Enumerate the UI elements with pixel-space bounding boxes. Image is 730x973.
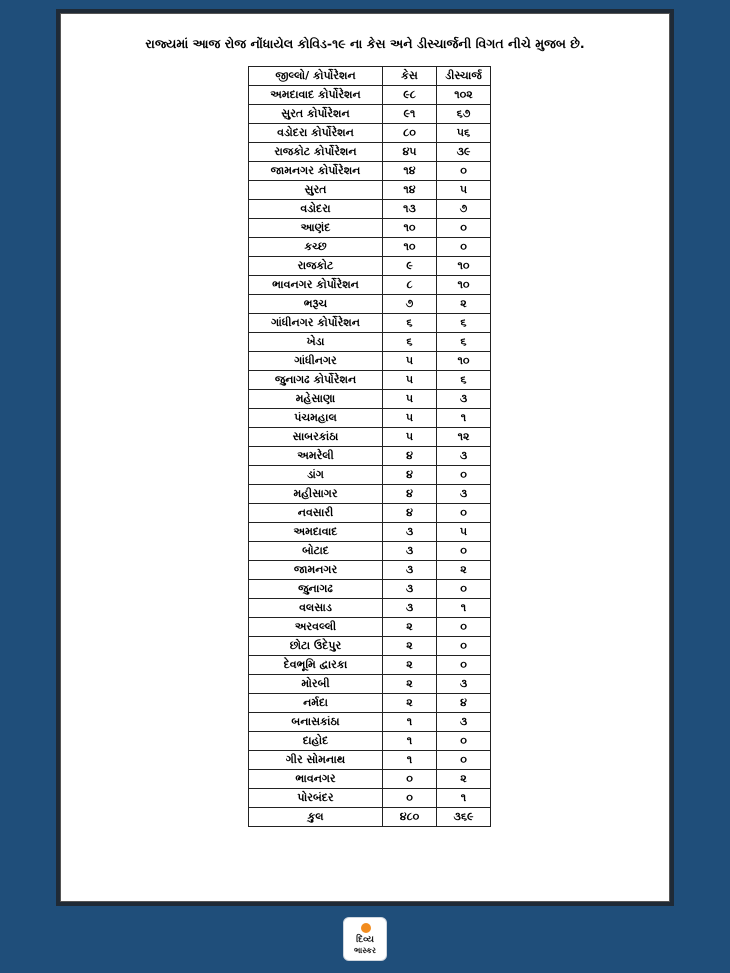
covid-cases-table [248, 66, 491, 827]
table-row [249, 181, 491, 200]
table-row [249, 352, 491, 371]
discharge-cell: ૧૦૨ [437, 86, 491, 105]
cases-cell: ૧૪ [383, 181, 437, 200]
table-row [249, 371, 491, 390]
discharge-cell: ૦ [437, 656, 491, 675]
cases-cell: ૪ [383, 485, 437, 504]
total-cases: ૪૮૦ [383, 808, 437, 827]
discharge-cell: ૬ [437, 371, 491, 390]
discharge-cell: ૦ [437, 580, 491, 599]
discharge-cell: ૦ [437, 637, 491, 656]
district-cell: સુરત [249, 181, 383, 200]
cases-cell: ૪ [383, 504, 437, 523]
discharge-cell: ૧૨ [437, 428, 491, 447]
table-row [249, 162, 491, 181]
table-row [249, 523, 491, 542]
cases-cell: ૬ [383, 333, 437, 352]
header-district: જીલ્લો/ કોર્પોરેશન [249, 67, 383, 86]
discharge-cell: ૦ [437, 542, 491, 561]
district-cell: નવસારી [249, 504, 383, 523]
table-row [249, 124, 491, 143]
discharge-cell: ૩ [437, 713, 491, 732]
discharge-cell: ૩ [437, 675, 491, 694]
cases-cell: ૯૮ [383, 86, 437, 105]
discharge-cell: ૧૦ [437, 257, 491, 276]
table-row [249, 276, 491, 295]
district-cell: અમદાવાદ કોર્પોરેશન [249, 86, 383, 105]
cases-cell: ૦ [383, 770, 437, 789]
discharge-cell: ૫ [437, 181, 491, 200]
discharge-cell: ૦ [437, 618, 491, 637]
district-cell: નર્મદા [249, 694, 383, 713]
district-cell: જામનગર [249, 561, 383, 580]
table-row [249, 238, 491, 257]
cases-cell: ૫ [383, 371, 437, 390]
cases-cell: ૫ [383, 428, 437, 447]
district-cell: દાહોદ [249, 732, 383, 751]
table-row [249, 656, 491, 675]
cases-cell: ૩ [383, 599, 437, 618]
cases-cell: ૩ [383, 523, 437, 542]
district-cell: ગીર સોમનાથ [249, 751, 383, 770]
document-page [60, 13, 670, 902]
divya-bhaskar-logo [343, 917, 387, 961]
cases-cell: ૩ [383, 580, 437, 599]
discharge-cell: ૦ [437, 466, 491, 485]
cases-cell: ૯ [383, 257, 437, 276]
cases-cell: ૪ [383, 447, 437, 466]
table-row [249, 599, 491, 618]
table-row [249, 314, 491, 333]
district-cell: વડોદરા [249, 200, 383, 219]
discharge-cell: ૫ [437, 523, 491, 542]
discharge-cell: ૨ [437, 295, 491, 314]
table-row [249, 219, 491, 238]
district-cell: સાબરકાંઠા [249, 428, 383, 447]
cases-cell: ૧૦ [383, 238, 437, 257]
district-cell: અમરેલી [249, 447, 383, 466]
district-cell: મોરબી [249, 675, 383, 694]
cases-cell: ૧ [383, 713, 437, 732]
cases-cell: ૫ [383, 390, 437, 409]
district-cell: મહીસાગર [249, 485, 383, 504]
district-cell: દેવભૂમિ દ્વારકા [249, 656, 383, 675]
district-cell: ભાવનગર [249, 770, 383, 789]
discharge-cell: ૦ [437, 238, 491, 257]
district-cell: જુનાગઢ [249, 580, 383, 599]
cases-cell: ૨ [383, 637, 437, 656]
cases-cell: ૪ [383, 466, 437, 485]
table-row [249, 143, 491, 162]
table-row [249, 295, 491, 314]
table-header-row [249, 67, 491, 86]
cases-cell: ૨ [383, 656, 437, 675]
district-cell: રાજકોટ [249, 257, 383, 276]
district-cell: વડોદરા કોર્પોરેશન [249, 124, 383, 143]
district-cell: આણંદ [249, 219, 383, 238]
table-row [249, 751, 491, 770]
sun-icon [361, 923, 371, 933]
cases-cell: ૫ [383, 352, 437, 371]
cases-cell: ૩ [383, 542, 437, 561]
table-row [249, 485, 491, 504]
table-row [249, 561, 491, 580]
table-row [249, 713, 491, 732]
discharge-cell: ૬૭ [437, 105, 491, 124]
cases-cell: ૧૩ [383, 200, 437, 219]
discharge-cell: ૫૬ [437, 124, 491, 143]
discharge-cell: ૩ [437, 485, 491, 504]
district-cell: છોટા ઉદેપુર [249, 637, 383, 656]
table-row [249, 789, 491, 808]
district-cell: ગાંધીનગર [249, 352, 383, 371]
cases-cell: ૧૦ [383, 219, 437, 238]
discharge-cell: ૬ [437, 333, 491, 352]
table-row [249, 428, 491, 447]
discharge-cell: ૨ [437, 770, 491, 789]
discharge-cell: ૭ [437, 200, 491, 219]
total-label: કુલ [249, 808, 383, 827]
discharge-cell: ૧ [437, 789, 491, 808]
table-row [249, 675, 491, 694]
table-row [249, 637, 491, 656]
district-cell: રાજકોટ કોર્પોરેશન [249, 143, 383, 162]
table-row [249, 257, 491, 276]
table-total-row [249, 808, 491, 827]
page-heading: રાજ્યમાં આજ રોજ નોંધાયેલ કોવિડ-૧૯ ના કેસ અને ડીસ્ચાર્જની વિગત નીચે મુજબ છે. [145, 36, 585, 51]
header-cases: કેસ [383, 67, 437, 86]
cases-cell: ૧ [383, 751, 437, 770]
district-cell: ખેડા [249, 333, 383, 352]
discharge-cell: ૩ [437, 447, 491, 466]
district-cell: પોરબંદર [249, 789, 383, 808]
district-cell: ભરૂચ [249, 295, 383, 314]
cases-cell: ૩ [383, 561, 437, 580]
district-cell: બનાસકાંઠા [249, 713, 383, 732]
table-row [249, 105, 491, 124]
table-row [249, 86, 491, 105]
discharge-cell: ૦ [437, 162, 491, 181]
discharge-cell: ૧૦ [437, 352, 491, 371]
cases-cell: ૯૧ [383, 105, 437, 124]
table-row [249, 770, 491, 789]
table-row [249, 694, 491, 713]
total-discharge: ૩૬૯ [437, 808, 491, 827]
logo-line2: ભાસ્કર [353, 946, 377, 955]
district-cell: વલસાડ [249, 599, 383, 618]
cases-cell: ૬ [383, 314, 437, 333]
discharge-cell: ૧ [437, 599, 491, 618]
table-row [249, 200, 491, 219]
district-cell: અરવલ્લી [249, 618, 383, 637]
logo-line1: દિવ્ય [356, 935, 374, 945]
district-cell: અમદાવાદ [249, 523, 383, 542]
discharge-cell: ૨ [437, 561, 491, 580]
table-row [249, 542, 491, 561]
table-row [249, 390, 491, 409]
table-body [249, 86, 491, 808]
table-row [249, 466, 491, 485]
cases-cell: ૨ [383, 694, 437, 713]
district-cell: બોટાદ [249, 542, 383, 561]
cases-cell: ૨ [383, 675, 437, 694]
cases-cell: ૦ [383, 789, 437, 808]
cases-cell: ૫ [383, 409, 437, 428]
cases-cell: ૪૫ [383, 143, 437, 162]
district-cell: સુરત કોર્પોરેશન [249, 105, 383, 124]
cases-cell: ૮ [383, 276, 437, 295]
discharge-cell: ૦ [437, 732, 491, 751]
table-row [249, 447, 491, 466]
cases-cell: ૨ [383, 618, 437, 637]
district-cell: ગાંધીનગર કોર્પોરેશન [249, 314, 383, 333]
discharge-cell: ૧૦ [437, 276, 491, 295]
discharge-cell: ૩૯ [437, 143, 491, 162]
table-row [249, 732, 491, 751]
district-cell: ડાંગ [249, 466, 383, 485]
table-row [249, 333, 491, 352]
cases-cell: ૧૪ [383, 162, 437, 181]
cases-cell: ૮૦ [383, 124, 437, 143]
district-cell: પંચમહાલ [249, 409, 383, 428]
district-cell: ભાવનગર કોર્પોરેશન [249, 276, 383, 295]
table-row [249, 618, 491, 637]
cases-cell: ૭ [383, 295, 437, 314]
discharge-cell: ૬ [437, 314, 491, 333]
header-discharge: ડીસ્ચાર્જ [437, 67, 491, 86]
discharge-cell: ૦ [437, 219, 491, 238]
table-row [249, 504, 491, 523]
table-row [249, 409, 491, 428]
table-row [249, 580, 491, 599]
discharge-cell: ૦ [437, 504, 491, 523]
cases-cell: ૧ [383, 732, 437, 751]
discharge-cell: ૩ [437, 390, 491, 409]
discharge-cell: ૪ [437, 694, 491, 713]
discharge-cell: ૦ [437, 751, 491, 770]
district-cell: જામનગર કોર્પોરેશન [249, 162, 383, 181]
district-cell: જુનાગઢ કોર્પોરેશન [249, 371, 383, 390]
district-cell: મહેસાણા [249, 390, 383, 409]
district-cell: કચ્છ [249, 238, 383, 257]
discharge-cell: ૧ [437, 409, 491, 428]
